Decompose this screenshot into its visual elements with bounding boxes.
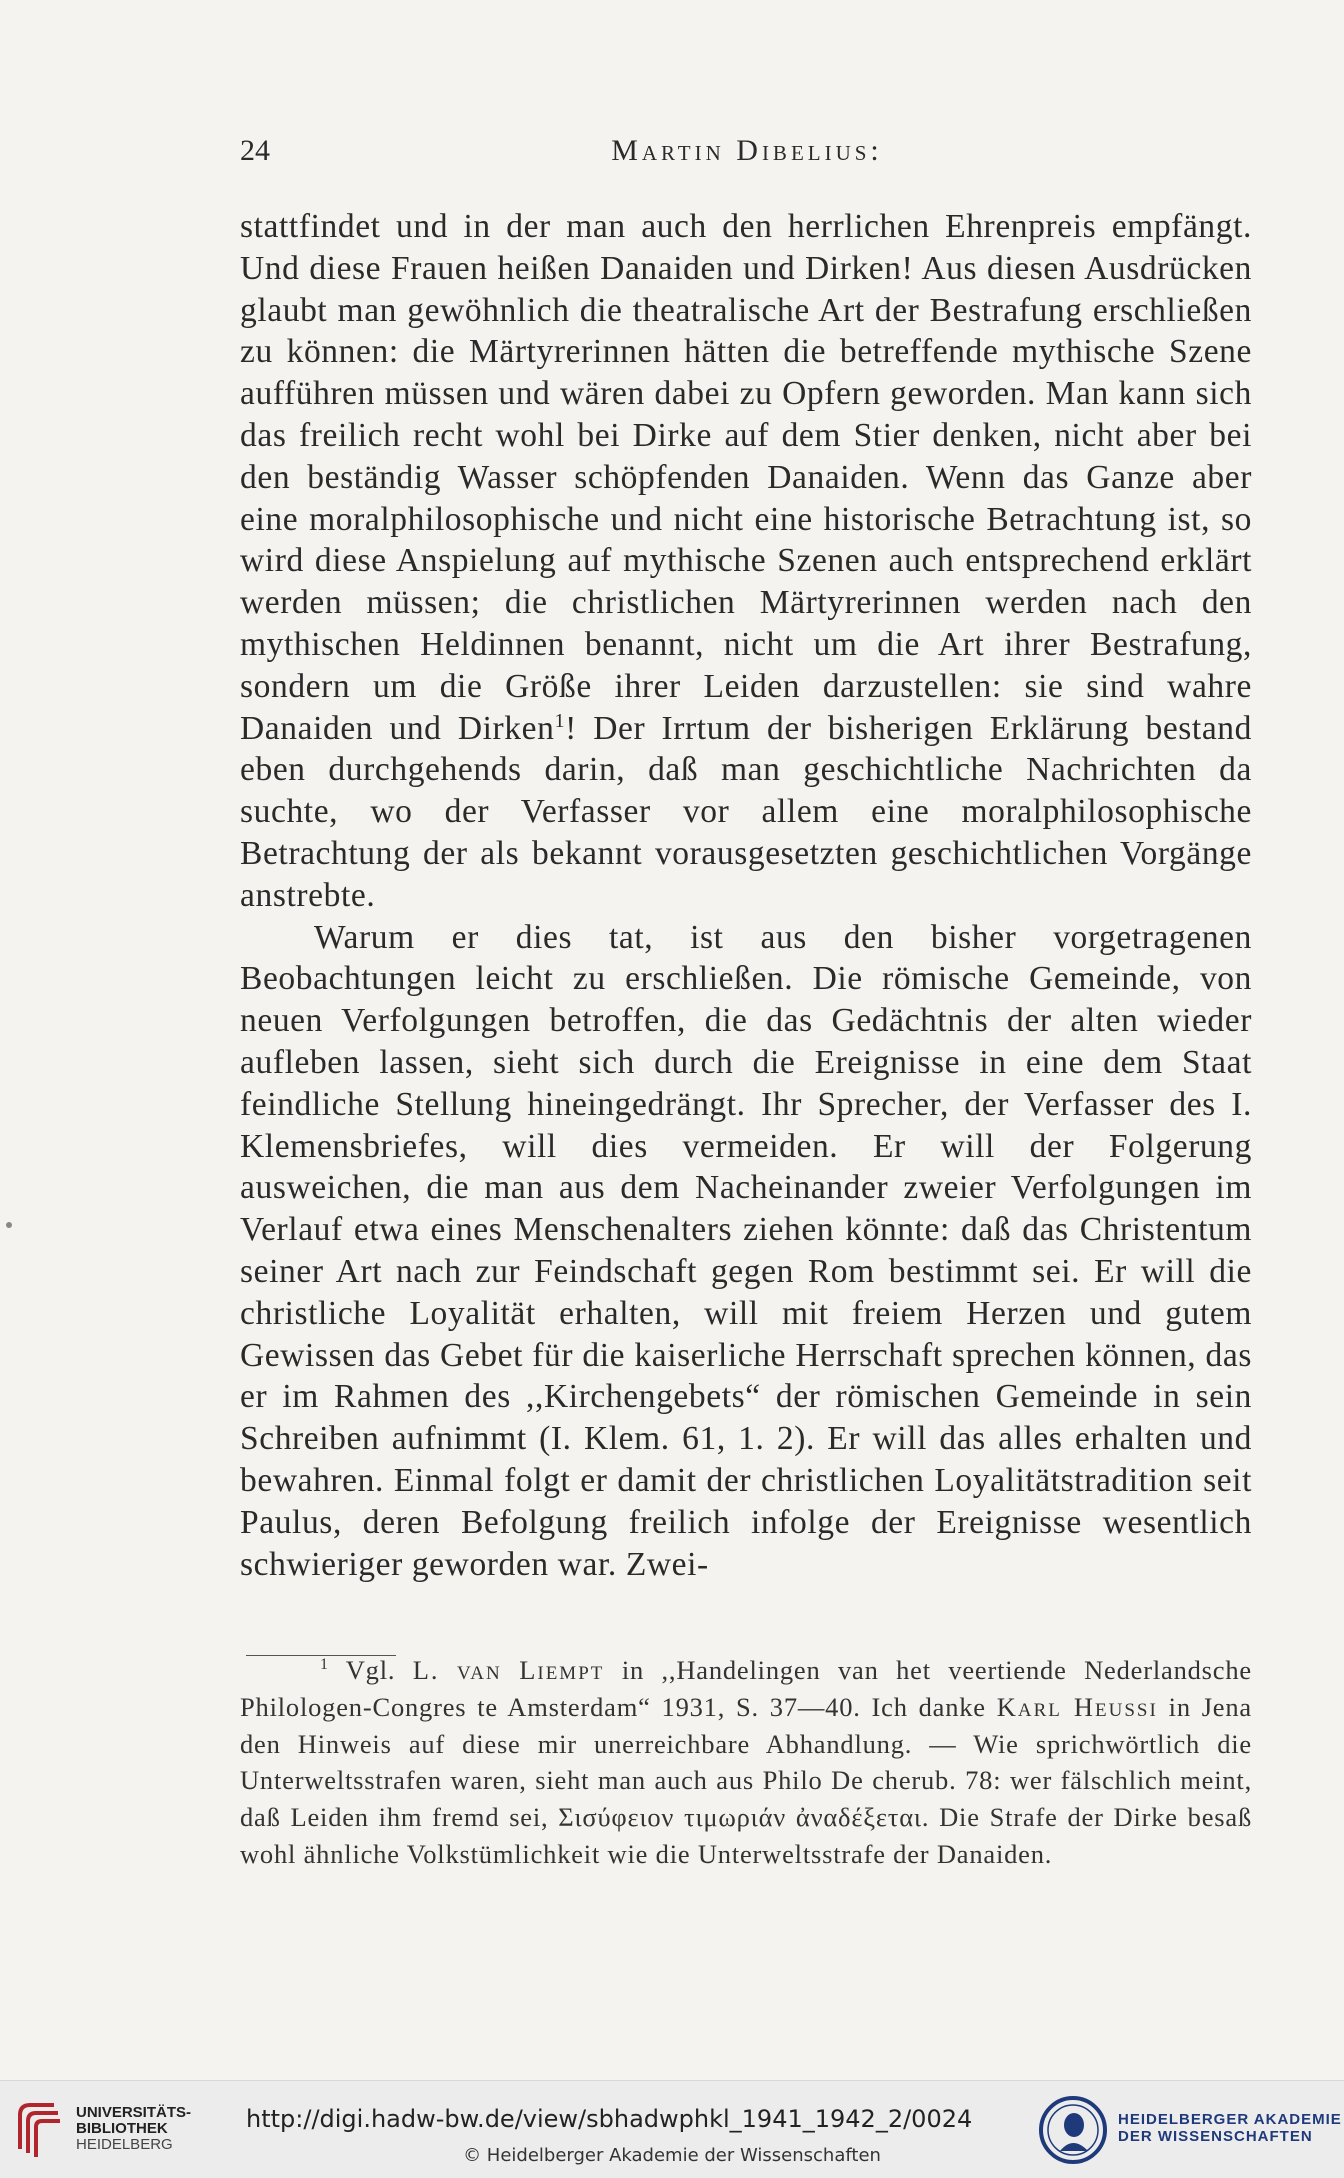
viewer-footer bbox=[0, 2080, 1344, 2178]
cited-person: Karl Heussi bbox=[996, 1691, 1158, 1722]
academy-name: HEIDELBERGER AKADEMIE DER WISSENSCHAFTEN bbox=[1118, 2111, 1342, 2145]
page-header bbox=[240, 134, 1254, 174]
academy-seal-logo-icon bbox=[1038, 2095, 1108, 2165]
footnote-reference: 1 bbox=[554, 709, 566, 732]
margin-speck bbox=[6, 1222, 12, 1228]
paragraph-2: Warum er dies tat, ist aus den bisher vorgetragenen Beobachtungen leicht zu erschließen. Die römische Gemeinde, von neuen Verfolgungen betroffen, die das Gedächtnis der alten wieder aufleben lassen, sieht sich durch die Ereignisse in eine dem Staat feindliche Stellung hineingedrängt. Ihr Sprecher, der Verfasser des I. Klemensbriefes, will dies vermeiden. Er will der Folgerung ausweichen, die man aus dem Nacheinander zweier Verfolgungen im Verlauf etwa eines Menschenalters ziehen könnte: daß das Christentum seiner Art nach zur Feindschaft gegen Rom bestimmt sei. Er will die christliche Loyalität erhalten, will mit freiem Herzen und gutem Gewissen das Gebet für die kaiserliche Herrschaft sprechen können, das er im Rahmen des ,,Kirchengebets“ der römischen Gemeinde in sein Schreiben aufnimmt (I. Klem. 61, 1. 2). Er will das alles erhalten und bewahren. Einmal folgt er damit der christlichen Loyalitätstradition seit Paulus, deren Befolgung freilich infolge der Ereignisse wesentlich schwieriger geworden war. Zwei- bbox=[240, 918, 1252, 1583]
paragraph-1: stattfindet und in der man auch den herrlichen Ehrenpreis empfängt. Und diese Frauen heißen Danaiden und Dirken! Aus diesen Ausdrücken glaubt man gewöhnlich die theatralische Art der Bestrafung erschließen zu können: die Märtyrerinnen hätten die betreffende mythische Szene aufführen müssen und wären dabei zu Opfern geworden. Man kann sich das freilich recht wohl bei Dirke auf dem Stier denken, nicht aber bei den beständig Wasser schöpfenden Danaiden. Wenn das Ganze aber eine moralphilosophische und nicht eine historische Betrachtung ist, so wird diese Anspielung auf mythische Szenen auch entsprechend erklärt werden müssen; die christlichen Märtyrerinnen werden nach den mythischen Heldinnen benannt, nicht um die Art ihrer Bestrafung, sondern um die Größe ihrer Leiden darzustellen: sie sind wahre Danaiden und Dirken$^1$! Der Irrtum der bisherigen Erklärung bestand eben durchgehends darin, daß man geschichtliche Nachrichten da suchte, wo der Verfasser vor allem eine moralphilosophische Betrachtung der als bekannt vorausgesetzten geschichtlichen Vorgänge anstrebte. bbox=[240, 208, 1252, 914]
footnote-mark: 1 bbox=[320, 1656, 329, 1674]
body-text bbox=[240, 206, 1252, 1585]
page-number: 24 bbox=[240, 134, 270, 167]
permalink-url[interactable]: http://digi.hadw-bw.de/view/sbhadwphkl_1941_1942_2/0024 bbox=[246, 2105, 973, 2133]
copyright-notice: © Heidelberger Akademie der Wissenschaften bbox=[463, 2145, 881, 2166]
running-head: Martin Dibelius: bbox=[611, 134, 883, 167]
cited-author: Liempt bbox=[519, 1655, 605, 1685]
university-library-name: UNIVERSITÄTS- BIBLIOTHEK HEIDELBERG bbox=[76, 2104, 192, 2153]
footnote: $^1$ Vgl. L. van Liempt in ,,Handelingen van het veertiende Nederlandsche Philologen-Congres te Amsterdam“ 1931, S. 37—40. Ich danke Karl Heussi in Jena den Hinweis auf diese mir unerreichbare Abhandlung. — Wie sprichwörtlich die Unterweltsstrafen waren, sieht man auch aus Philo De cherub. 78: wer fälschlich meint, daß Leiden ihm fremd sei, Σισύφειον τιμωριάν ἀναδέξεται. Die Strafe der Dirke besaß wohl ähnliche Volkstümlichkeit wie die Unterweltsstrafe der Danaiden. bbox=[240, 1655, 1252, 1869]
